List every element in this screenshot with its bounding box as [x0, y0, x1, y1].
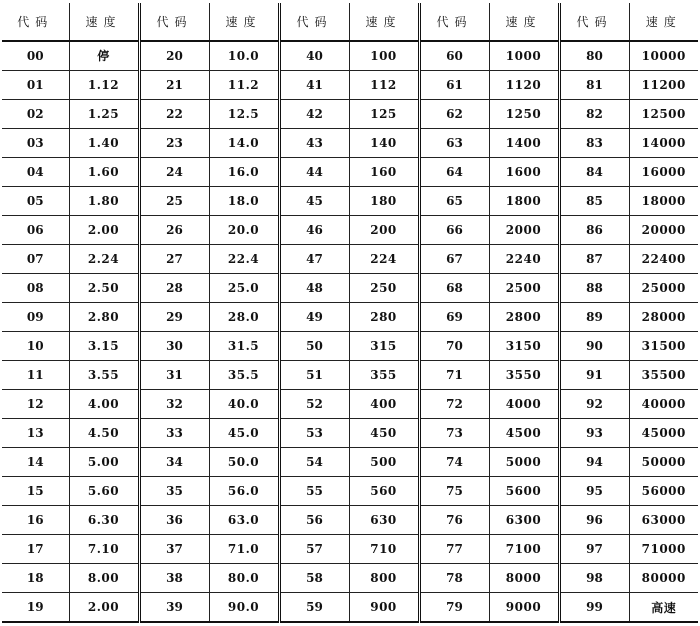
code-cell: 71: [419, 361, 489, 390]
code-cell: 54: [279, 448, 349, 477]
code-cell: 31: [139, 361, 209, 390]
speed-cell: 2000: [489, 215, 559, 244]
code-cell: 46: [279, 215, 349, 244]
speed-cell: 3.55: [69, 361, 139, 390]
code-cell: 58: [279, 564, 349, 593]
code-cell: 48: [279, 273, 349, 302]
speed-cell: 25000: [629, 273, 698, 302]
code-cell: 22: [139, 99, 209, 128]
speed-cell: 2240: [489, 244, 559, 273]
speed-cell: 40000: [629, 390, 698, 419]
code-cell: 92: [559, 390, 629, 419]
speed-cell: 1.12: [69, 70, 139, 99]
code-cell: 76: [419, 506, 489, 535]
speed-cell: 2.80: [69, 302, 139, 331]
speed-cell: 180: [349, 186, 419, 215]
speed-cell: 45000: [629, 419, 698, 448]
code-cell: 33: [139, 419, 209, 448]
code-cell: 83: [559, 128, 629, 157]
code-cell: 47: [279, 244, 349, 273]
speed-cell: 100: [349, 41, 419, 70]
speed-cell: 22400: [629, 244, 698, 273]
code-cell: 91: [559, 361, 629, 390]
speed-cell: 1.25: [69, 99, 139, 128]
code-cell: 74: [419, 448, 489, 477]
speed-cell: 5600: [489, 477, 559, 506]
speed-cell: 400: [349, 390, 419, 419]
code-cell: 89: [559, 302, 629, 331]
speed-cell: 28.0: [209, 302, 279, 331]
code-cell: 61: [419, 70, 489, 99]
speed-cell: 1.60: [69, 157, 139, 186]
code-cell: 85: [559, 186, 629, 215]
code-cell: 29: [139, 302, 209, 331]
table-row: [2, 331, 698, 360]
speed-cell: 71.0: [209, 535, 279, 564]
code-cell: 70: [419, 331, 489, 360]
speed-cell: 630: [349, 506, 419, 535]
code-cell: 10: [2, 331, 69, 360]
code-cell: 38: [139, 564, 209, 593]
speed-cell: 112: [349, 70, 419, 99]
table-row: [2, 302, 698, 331]
speed-cell: 6.30: [69, 506, 139, 535]
speed-cell: 1600: [489, 157, 559, 186]
speed-cell: 200: [349, 215, 419, 244]
code-cell: 23: [139, 128, 209, 157]
code-cell: 99: [559, 593, 629, 622]
table-row: [2, 535, 698, 564]
code-cell: 50: [279, 331, 349, 360]
code-cell: 63: [419, 128, 489, 157]
code-cell: 59: [279, 593, 349, 622]
code-cell: 07: [2, 244, 69, 273]
code-cell: 81: [559, 70, 629, 99]
speed-cell: 250: [349, 273, 419, 302]
column-header-speed: 速度: [349, 3, 419, 41]
speed-cell: 3550: [489, 361, 559, 390]
speed-cell: 355: [349, 361, 419, 390]
speed-cell: 2.00: [69, 593, 139, 622]
speed-cell: 2800: [489, 302, 559, 331]
speed-cell: 4.50: [69, 419, 139, 448]
code-cell: 60: [419, 41, 489, 70]
code-cell: 04: [2, 157, 69, 186]
speed-cell: 800: [349, 564, 419, 593]
speed-cell: 3.15: [69, 331, 139, 360]
code-cell: 45: [279, 186, 349, 215]
column-header-code: 代码: [419, 3, 489, 41]
speed-cell: 50000: [629, 448, 698, 477]
table-row: [2, 128, 698, 157]
code-cell: 65: [419, 186, 489, 215]
speed-cell: 56.0: [209, 477, 279, 506]
code-cell: 13: [2, 419, 69, 448]
speed-cell: 11200: [629, 70, 698, 99]
table-row: [2, 70, 698, 99]
speed-cell: 35.5: [209, 361, 279, 390]
speed-cell: 56000: [629, 477, 698, 506]
code-cell: 90: [559, 331, 629, 360]
speed-cell: 1.40: [69, 128, 139, 157]
speed-cell: 63000: [629, 506, 698, 535]
code-cell: 01: [2, 70, 69, 99]
code-cell: 19: [2, 593, 69, 622]
code-cell: 80: [559, 41, 629, 70]
speed-cell: 224: [349, 244, 419, 273]
table-row: [2, 390, 698, 419]
code-cell: 75: [419, 477, 489, 506]
column-header-speed: 速度: [629, 3, 698, 41]
code-cell: 25: [139, 186, 209, 215]
speed-cell: 16.0: [209, 157, 279, 186]
code-cell: 34: [139, 448, 209, 477]
table-row: [2, 361, 698, 390]
code-cell: 62: [419, 99, 489, 128]
speed-cell: 7100: [489, 535, 559, 564]
speed-cell: 高速: [629, 593, 698, 622]
speed-cell: 63.0: [209, 506, 279, 535]
code-cell: 97: [559, 535, 629, 564]
code-cell: 93: [559, 419, 629, 448]
code-cell: 72: [419, 390, 489, 419]
table-row: [2, 419, 698, 448]
column-header-code: 代码: [139, 3, 209, 41]
code-cell: 35: [139, 477, 209, 506]
speed-cell: 1800: [489, 186, 559, 215]
code-cell: 30: [139, 331, 209, 360]
speed-cell: 280: [349, 302, 419, 331]
speed-cell: 20.0: [209, 215, 279, 244]
code-cell: 56: [279, 506, 349, 535]
speed-cell: 25.0: [209, 273, 279, 302]
code-cell: 42: [279, 99, 349, 128]
speed-cell: 28000: [629, 302, 698, 331]
column-header-code: 代码: [279, 3, 349, 41]
code-cell: 66: [419, 215, 489, 244]
speed-cell: 3150: [489, 331, 559, 360]
speed-cell: 125: [349, 99, 419, 128]
speed-cell: 80000: [629, 564, 698, 593]
code-cell: 67: [419, 244, 489, 273]
speed-cell: 12500: [629, 99, 698, 128]
speed-cell: 8.00: [69, 564, 139, 593]
code-cell: 08: [2, 273, 69, 302]
speed-cell: 10000: [629, 41, 698, 70]
speed-cell: 停: [69, 41, 139, 70]
table-row: [2, 244, 698, 273]
code-cell: 49: [279, 302, 349, 331]
table-row: [2, 477, 698, 506]
speed-cell: 80.0: [209, 564, 279, 593]
code-cell: 37: [139, 535, 209, 564]
code-cell: 52: [279, 390, 349, 419]
speed-cell: 1250: [489, 99, 559, 128]
code-cell: 39: [139, 593, 209, 622]
code-cell: 95: [559, 477, 629, 506]
code-cell: 20: [139, 41, 209, 70]
speed-cell: 35500: [629, 361, 698, 390]
speed-cell: 50.0: [209, 448, 279, 477]
speed-cell: 1400: [489, 128, 559, 157]
speed-cell: 900: [349, 593, 419, 622]
speed-cell: 9000: [489, 593, 559, 622]
speed-cell: 5000: [489, 448, 559, 477]
column-header-speed: 速度: [489, 3, 559, 41]
column-header-code: 代码: [559, 3, 629, 41]
table-row: [2, 215, 698, 244]
code-cell: 27: [139, 244, 209, 273]
code-cell: 28: [139, 273, 209, 302]
speed-cell: 4.00: [69, 390, 139, 419]
speed-cell: 18000: [629, 186, 698, 215]
code-cell: 96: [559, 506, 629, 535]
table-row: [2, 186, 698, 215]
code-cell: 17: [2, 535, 69, 564]
code-cell: 78: [419, 564, 489, 593]
table-row: [2, 448, 698, 477]
speed-cell: 90.0: [209, 593, 279, 622]
speed-cell: 315: [349, 331, 419, 360]
speed-cell: 4500: [489, 419, 559, 448]
code-cell: 68: [419, 273, 489, 302]
table-row: [2, 506, 698, 535]
code-cell: 41: [279, 70, 349, 99]
table-row: [2, 273, 698, 302]
code-cell: 18: [2, 564, 69, 593]
speed-cell: 1120: [489, 70, 559, 99]
code-cell: 36: [139, 506, 209, 535]
speed-cell: 450: [349, 419, 419, 448]
code-cell: 69: [419, 302, 489, 331]
speed-cell: 22.4: [209, 244, 279, 273]
table-row: [2, 593, 698, 622]
speed-cell: 8000: [489, 564, 559, 593]
speed-cell: 1000: [489, 41, 559, 70]
code-cell: 12: [2, 390, 69, 419]
speed-cell: 16000: [629, 157, 698, 186]
column-header-speed: 速度: [209, 3, 279, 41]
speed-cell: 160: [349, 157, 419, 186]
speed-cell: 12.5: [209, 99, 279, 128]
speed-cell: 7.10: [69, 535, 139, 564]
speed-cell: 500: [349, 448, 419, 477]
code-cell: 79: [419, 593, 489, 622]
speed-cell: 10.0: [209, 41, 279, 70]
speed-cell: 2.24: [69, 244, 139, 273]
speed-cell: 31.5: [209, 331, 279, 360]
column-header-code: 代码: [2, 3, 69, 41]
speed-cell: 14.0: [209, 128, 279, 157]
speed-cell: 40.0: [209, 390, 279, 419]
speed-cell: 140: [349, 128, 419, 157]
speed-cell: 45.0: [209, 419, 279, 448]
speed-cell: 710: [349, 535, 419, 564]
code-cell: 21: [139, 70, 209, 99]
speed-cell: 6300: [489, 506, 559, 535]
table-row: [2, 99, 698, 128]
code-cell: 77: [419, 535, 489, 564]
code-cell: 06: [2, 215, 69, 244]
code-cell: 53: [279, 419, 349, 448]
code-cell: 51: [279, 361, 349, 390]
code-cell: 03: [2, 128, 69, 157]
table-row: [2, 157, 698, 186]
column-header-speed: 速度: [69, 3, 139, 41]
speed-cell: 2500: [489, 273, 559, 302]
speed-cell: 14000: [629, 128, 698, 157]
code-cell: 24: [139, 157, 209, 186]
code-cell: 16: [2, 506, 69, 535]
speed-cell: 2.50: [69, 273, 139, 302]
code-cell: 82: [559, 99, 629, 128]
table-row: [2, 41, 698, 70]
code-cell: 84: [559, 157, 629, 186]
code-cell: 98: [559, 564, 629, 593]
code-cell: 00: [2, 41, 69, 70]
table-row: [2, 564, 698, 593]
code-cell: 02: [2, 99, 69, 128]
code-cell: 57: [279, 535, 349, 564]
speed-cell: 20000: [629, 215, 698, 244]
header-row: [2, 3, 698, 41]
speed-cell: 11.2: [209, 70, 279, 99]
code-cell: 09: [2, 302, 69, 331]
code-cell: 44: [279, 157, 349, 186]
code-cell: 40: [279, 41, 349, 70]
code-cell: 14: [2, 448, 69, 477]
code-cell: 94: [559, 448, 629, 477]
speed-code-table: [2, 3, 698, 623]
speed-cell: 71000: [629, 535, 698, 564]
code-cell: 88: [559, 273, 629, 302]
speed-cell: 1.80: [69, 186, 139, 215]
code-cell: 43: [279, 128, 349, 157]
code-cell: 05: [2, 186, 69, 215]
speed-cell: 560: [349, 477, 419, 506]
code-cell: 64: [419, 157, 489, 186]
speed-cell: 4000: [489, 390, 559, 419]
code-cell: 26: [139, 215, 209, 244]
speed-cell: 2.00: [69, 215, 139, 244]
code-cell: 86: [559, 215, 629, 244]
speed-cell: 31500: [629, 331, 698, 360]
code-cell: 32: [139, 390, 209, 419]
speed-cell: 18.0: [209, 186, 279, 215]
code-cell: 87: [559, 244, 629, 273]
code-cell: 15: [2, 477, 69, 506]
speed-cell: 5.60: [69, 477, 139, 506]
code-cell: 55: [279, 477, 349, 506]
code-cell: 73: [419, 419, 489, 448]
speed-cell: 5.00: [69, 448, 139, 477]
code-cell: 11: [2, 361, 69, 390]
